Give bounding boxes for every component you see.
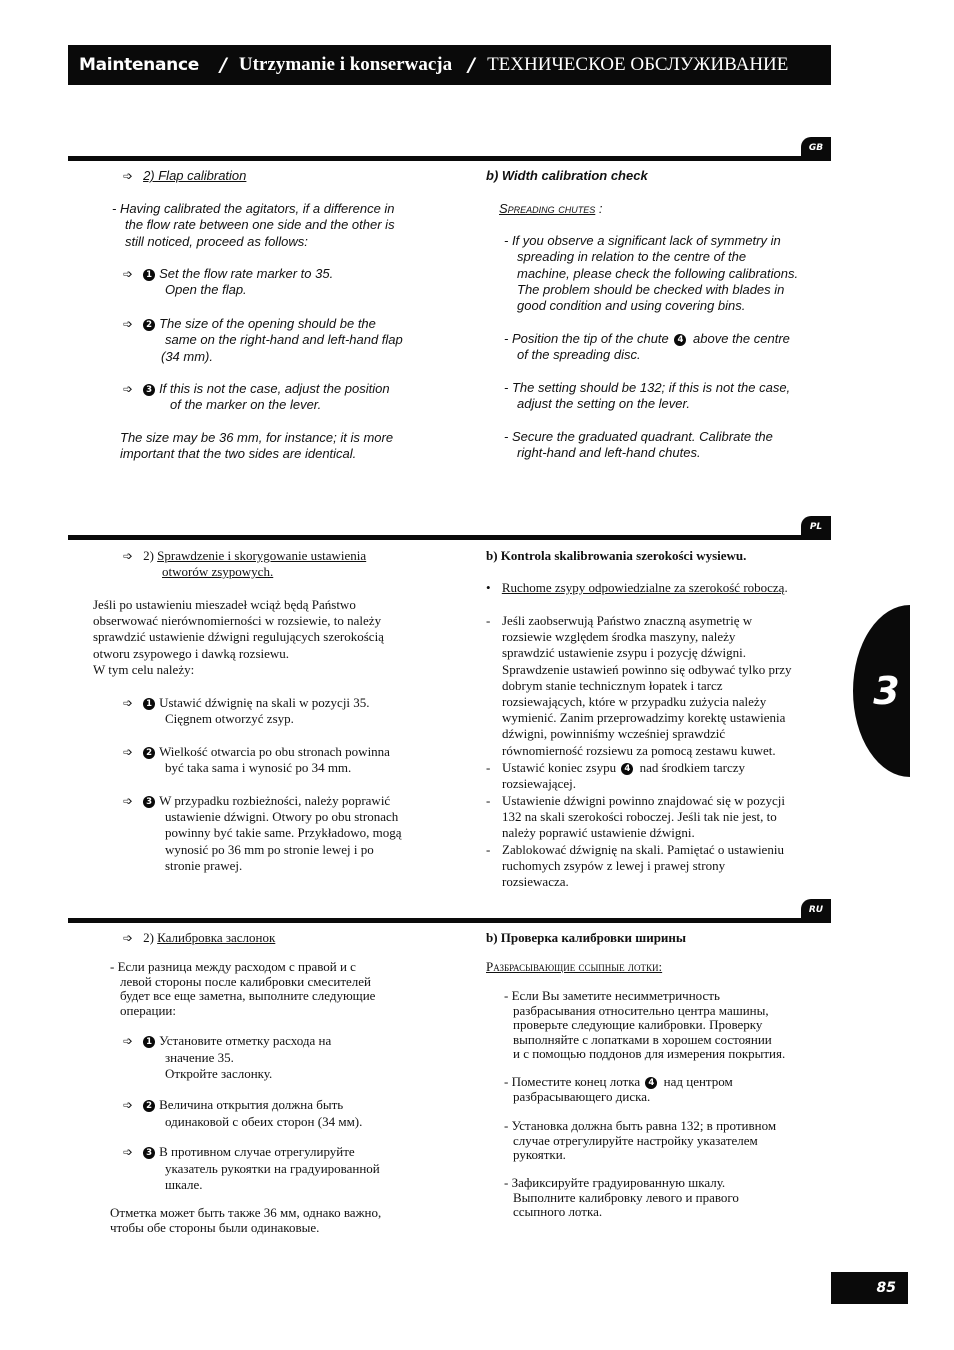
- pl-left-heading: ➩ 2) Sprawdzenie i skorygowanie ustawienia otworów zsypowych.: [123, 548, 367, 580]
- arrow-icon: ➩: [123, 931, 134, 945]
- ru-right-bullet-1: - Если Вы заметите несимметричность разбрасывания относительно центра машины, проверьте следующие калибровки. Проверку выполняйте с лопатками в хорошем состоянии и с помощью поддонов для измерения покрытия.: [504, 988, 786, 1061]
- step-3-icon: 3: [143, 384, 155, 396]
- header-title-pl: Utrzymanie i konserwacja: [238, 54, 453, 75]
- gb-left-step-2: ➩ 2 The size of the opening should be the same on the right-hand and left-hand flap (34 mm).: [123, 316, 403, 364]
- pl-right-bullet-3: - Ustawienie dźwigni powinno znajdować się w pozycji 132 na skali szerokości roboczej. Jeśli tak nie jest, to należy poprawić ustawienie dźwigni.: [486, 793, 786, 841]
- section-divider-pl: [68, 535, 831, 540]
- ru-left-heading: ➩ 2) Калибровка заслонок: [123, 930, 276, 945]
- lang-tab-ru: RU: [801, 899, 831, 921]
- arrow-icon: ➩: [123, 1034, 134, 1048]
- ru-right-bullet-4: - Зафиксируйте градуированную шкалу. Выполните калибровку левого и правого ссыпного лотка.: [504, 1175, 739, 1219]
- pl-left-intro: Jeśli po ustawieniu mieszadeł wciąż będą Państwo obserwować nierównomierności w rozsiewie, to należy sprawdzić ustawienie dźwigni regulujących szerokością otworu zsypowego i dawką rozsiewu. W tym celu należy:: [93, 597, 384, 677]
- gb-left-step-3: ➩ 3 If this is not the case, adjust the position of the marker on the lever.: [123, 381, 390, 413]
- header-separator: /: [468, 54, 476, 76]
- gb-right-bullet-4: - Secure the graduated quadrant. Calibrate the right-hand and left-hand chutes.: [504, 429, 773, 461]
- callout-4-icon: 4: [674, 334, 686, 346]
- gb-left-note: The size may be 36 mm, for instance; it is more important that the two sides are identical.: [120, 430, 394, 462]
- header-bar: [68, 45, 831, 85]
- arrow-icon: ➩: [123, 549, 134, 563]
- pl-right-bullet-2: - Ustawić koniec zsypu 4 nad środkiem tarczy rozsiewającej.: [486, 760, 745, 792]
- pl-right-bullet-1: - Jeśli zaobserwują Państwo znaczną asymetrię w rozsiewie względem środka maszyny, należy sprawdzić ustawienie zsypu i pozycję dźwigni. Sprawdzenie ustawień powinno się odbywać tylko przy dobrym stanie technicznym łopatek i tarcz rozsiewających, które w przypadku zużycia należy wymienić. Zanim przeprowadzimy korektę ustawienia dźwigni, powinniśmy wcześniej sprawdzić równomierność rozsiewu za pomocą zestawu kuwet.: [486, 613, 792, 758]
- pl-right-bullet-4: - Zablokować dźwignię na skali. Pamiętać o ustawieniu ruchomych zsypów z lewej i prawej strony rozsiewacza.: [486, 842, 784, 890]
- step-2-icon: 2: [143, 1100, 155, 1112]
- pl-left-step-1: ➩ 1 Ustawić dźwignię na skali w pozycji 35. Cięgnem otworzyć zsyp.: [123, 695, 370, 727]
- ru-right-bullet-2: - Поместите конец лотка 4 над центром разбрасывающего диска.: [504, 1074, 733, 1104]
- header-title-en: Maintenance: [79, 55, 199, 75]
- ru-right-heading: b) Проверка калибровки ширины: [486, 930, 687, 945]
- arrow-icon: ➩: [123, 317, 134, 331]
- section-divider-ru: [68, 918, 831, 923]
- arrow-icon: ➩: [123, 1098, 134, 1112]
- arrow-icon: ➩: [123, 267, 134, 281]
- gb-right-heading: b) Width calibration check: [486, 168, 648, 183]
- pl-left-step-3: ➩ 3 W przypadku rozbieżności, należy poprawić ustawienie dźwigni. Otwory po obu stronach powinny być takie same. Przykładowo, mogą wynosić po 36 mm po stronie lewej i po stronie prawej.: [123, 793, 402, 873]
- arrow-icon: ➩: [123, 696, 134, 710]
- step-3-icon: 3: [143, 796, 155, 808]
- ru-left-step-1: ➩ 1 Установите отметку расхода на значение 35. Откройте заслонку.: [123, 1033, 332, 1081]
- section-divider-gb: [68, 156, 831, 161]
- ru-left-intro: - Если разница между расходом с правой и с левой стороны после калибровки смесителей будет все еще заметна, выполните следующие операции:: [110, 959, 376, 1018]
- chapter-tab: 3: [853, 605, 910, 777]
- pl-right-subheading: • Ruchome zsypy odpowiedzialne za szerokość roboczą.: [486, 580, 788, 595]
- gb-right-bullet-1: - If you observe a significant lack of symmetry in spreading in relation to the centre of the machine, please check the following calibrations. The problem should be checked with blades in good condition and using covering bins.: [504, 233, 799, 314]
- step-1-icon: 1: [143, 698, 155, 710]
- arrow-icon: ➩: [123, 382, 134, 396]
- ru-right-bullet-3: - Установка должна быть равна 132; в противном случае отрегулируйте настройку указателем рукоятки.: [504, 1118, 777, 1162]
- pl-right-heading: b) Kontrola skalibrowania szerokości wysiewu.: [486, 548, 747, 563]
- arrow-icon: ➩: [123, 1145, 134, 1159]
- callout-4-icon: 4: [645, 1077, 657, 1089]
- gb-right-bullet-3: - The setting should be 132; if this is not the case, adjust the setting on the lever.: [504, 380, 791, 412]
- step-3-icon: 3: [143, 1147, 155, 1159]
- gb-left-step-1: ➩ 1 Set the flow rate marker to 35. Open the flap.: [123, 266, 334, 298]
- step-2-icon: 2: [143, 319, 155, 331]
- arrow-icon: ➩: [123, 794, 134, 808]
- gb-left-heading: ➩ 2) Flap calibration: [123, 168, 247, 183]
- header-separator: /: [219, 54, 227, 76]
- gb-right-bullet-2: - Position the tip of the chute 4 above the centre of the spreading disc.: [504, 331, 790, 363]
- arrow-icon: ➩: [123, 745, 134, 759]
- step-1-icon: 1: [143, 269, 155, 281]
- lang-tab-gb: GB: [801, 137, 831, 159]
- header-title-ru: ТЕХНИЧЕСКОЕ ОБСЛУЖИВАНИЕ: [487, 54, 789, 75]
- ru-right-subheading: Разбрасывающие ссыпные лотки:: [486, 959, 663, 974]
- arrow-icon: ➩: [123, 169, 134, 183]
- step-2-icon: 2: [143, 747, 155, 759]
- ru-left-step-2: ➩ 2 Величина открытия должна быть одинаковой с обеих сторон (34 мм).: [123, 1097, 363, 1129]
- pl-left-step-2: ➩ 2 Wielkość otwarcia po obu stronach powinna być taka sama i wynosić po 34 mm.: [123, 744, 390, 776]
- ru-left-step-3: ➩ 3 В противном случае отрегулируйте указатель рукоятки на градуированной шкале.: [123, 1144, 380, 1192]
- gb-right-subheading: Spreading chutes :: [499, 201, 603, 216]
- ru-left-note: Отметка может быть также 36 мм, однако важно, чтобы обе стороны были одинаковые.: [110, 1205, 382, 1235]
- callout-4-icon: 4: [621, 763, 633, 775]
- gb-left-intro: - Having calibrated the agitators, if a difference in the flow rate between one side and the other is still noticed, proceed as follows:: [112, 201, 395, 249]
- step-1-icon: 1: [143, 1036, 155, 1048]
- bullet-icon: •: [486, 580, 491, 595]
- lang-tab-pl: PL: [801, 516, 831, 538]
- page-number: 85: [831, 1272, 908, 1304]
